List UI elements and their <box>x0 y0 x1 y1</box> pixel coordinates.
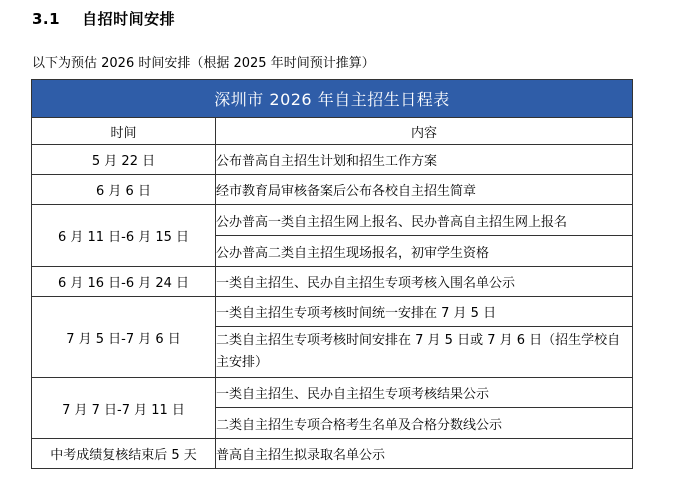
content-cell: 二类自主招生专项考核时间安排在 7 月 5 日或 7 月 6 日（招生学校自主安排） <box>216 327 633 378</box>
section-title: 自招时间安排 <box>82 10 176 28</box>
table-row <box>32 145 633 175</box>
table-row <box>32 439 633 469</box>
table-row <box>32 378 633 408</box>
content-cell: 一类自主招生专项考核时间统一安排在 7 月 5 日 <box>216 297 633 327</box>
time-cell: 6 月 11 日-6 月 15 日 <box>32 205 216 267</box>
table-row <box>32 267 633 297</box>
time-cell: 7 月 5 日-7 月 6 日 <box>32 297 216 378</box>
table-row <box>32 175 633 205</box>
schedule-table <box>31 79 633 469</box>
time-cell: 7 月 7 日-7 月 11 日 <box>32 378 216 439</box>
content-cell: 一类自主招生、民办自主招生专项考核入围名单公示 <box>216 267 633 297</box>
intro-text: 以下为预估 2026 时间安排（根据 2025 年时间预计推算） <box>32 56 375 71</box>
content-cell: 二类自主招生专项合格考生名单及合格分数线公示 <box>216 408 633 439</box>
table-title: 深圳市 2026 年自主招生日程表 <box>32 80 633 118</box>
table-row <box>32 205 633 236</box>
table-row <box>32 297 633 327</box>
header-content: 内容 <box>216 118 633 145</box>
content-cell: 公布普高自主招生计划和招生工作方案 <box>216 145 633 175</box>
header-time: 时间 <box>32 118 216 145</box>
content-cell: 经市教育局审核备案后公布各校自主招生简章 <box>216 175 633 205</box>
section-number: 3.1 <box>32 10 61 28</box>
content-cell: 普高自主招生拟录取名单公示 <box>216 439 633 469</box>
content-cell: 公办普高一类自主招生网上报名、民办普高自主招生网上报名 <box>216 205 633 236</box>
content-cell: 公办普高二类自主招生现场报名，初审学生资格 <box>216 236 633 267</box>
time-cell: 6 月 16 日-6 月 24 日 <box>32 267 216 297</box>
time-cell: 5 月 22 日 <box>32 145 216 175</box>
section-heading <box>32 8 175 29</box>
content-cell: 一类自主招生、民办自主招生专项考核结果公示 <box>216 378 633 408</box>
time-cell: 中考成绩复核结束后 5 天 <box>32 439 216 469</box>
time-cell: 6 月 6 日 <box>32 175 216 205</box>
